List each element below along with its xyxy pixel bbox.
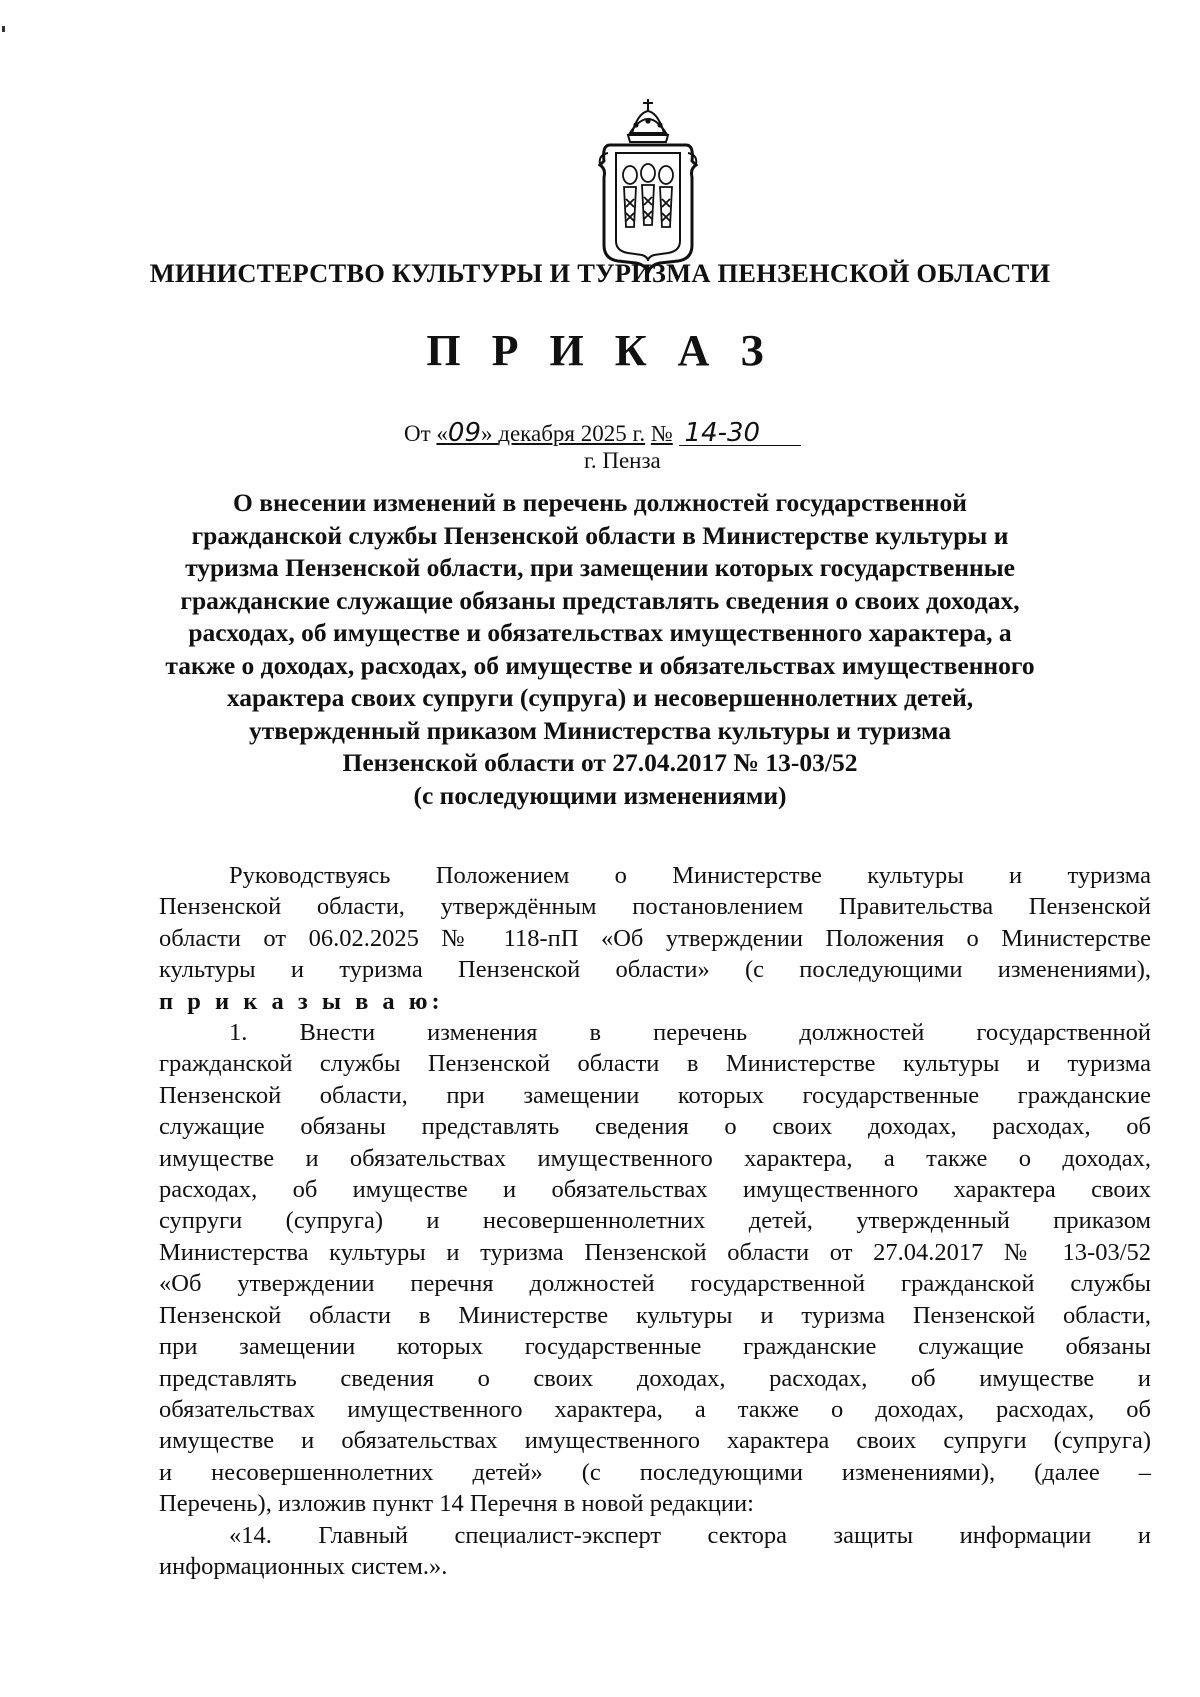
heading-line: расходах, об имуществе и обязательствах имущественного характера, а [188,618,1012,647]
date-day-field: «09» декабря 2025 г. [436,418,646,448]
document-title: П Р И К А З [426,326,774,375]
body-line: Перечень), изложив пункт 14 Перечня в новой редакции: [159,1490,754,1518]
body-line: супруги (супруга) и несовершеннолетних детей, утвержденный приказом [159,1207,1151,1235]
body-line: служащие обязаны представлять сведения о своих доходах, расходах, об [159,1113,1151,1141]
body-line: Пензенской области, утверждённым постановлением Правительства Пензенской [159,893,1151,921]
body-line: имуществе и обязательствах имущественного характера, а также о доходах, [159,1144,1151,1172]
body-line: 1. Внести изменения в перечень должностей государственной [229,1019,1151,1047]
coat-of-arms-icon [588,95,708,275]
order-number-handwritten: 14-30 [679,421,801,446]
body-line: информационных систем.». [159,1552,448,1580]
heading-line: Пензенской области от 27.04.2017 № 13-03/52 [342,748,858,777]
heading-line: туризма Пензенской области, при замещении которых государственные [185,553,1015,582]
body-line: «Об утверждении перечня должностей государственной гражданской службы [159,1270,1151,1298]
body-line: Руководствуясь Положением о Министерстве культуры и туризма [229,862,1151,889]
date-line [404,418,801,448]
ministry-name: МИНИСТЕРСТВО КУЛЬТУРЫ И ТУРИЗМА ПЕНЗЕНСКОЙ ОБЛАСТИ [149,258,1051,288]
date-prefix: От [404,421,431,446]
heading-line: О внесении изменений в перечень должностей государственной [233,488,967,517]
order-directive: п р и к а з ы в а ю: [159,987,444,1015]
body-line: «14. Главный специалист-эксперт сектора защиты информации и [229,1521,1151,1549]
body-line: имуществе и обязательствах имущественного характера своих супруги (супруга) [159,1427,1151,1455]
order-heading [150,487,1050,812]
body-line: Пензенской области, при замещении которых государственные гражданские [159,1081,1151,1109]
heading-line: гражданские служащие обязаны представлять сведения о своих доходах, [180,585,1020,615]
date-month-year: декабря 2025 г. [498,421,646,446]
number-sign: № [650,421,673,446]
body-line: при замещении которых государственные гражданские служащие обязаны [159,1333,1151,1361]
heading-line: также о доходах, расходах, об имуществе и обязательствах имущественного [165,650,1035,680]
body-line: расходах, об имуществе и обязательствах имущественного характера своих [159,1176,1151,1204]
city: г. Пенза [584,448,661,473]
body-line: гражданской службы Пензенской области в Министерстве культуры и туризма [159,1050,1151,1078]
body-line: Пензенской области в Министерстве культуры и туризма Пензенской области, [159,1301,1151,1329]
order-body [159,860,1151,1582]
body-line: и несовершеннолетних детей» (с последующими изменениями), (далее – [159,1458,1151,1486]
scan-mark [2,26,5,32]
body-line: представлять сведения о своих доходах, расходах, об имуществе и [159,1364,1151,1392]
body-line: обязательствах имущественного характера, а также о доходах, расходах, об [159,1395,1151,1423]
body-line: культуры и туризма Пензенской области» (с последующими изменениями), [159,956,1151,984]
heading-line: гражданской службы Пензенской области в Министерстве культуры и [191,520,1009,550]
heading-line: (с последующими изменениями) [413,780,787,810]
date-day-handwritten: 09 [447,418,482,448]
heading-line: характера своих супруги (супруга) и несовершеннолетних детей, [226,683,974,712]
body-line: области от 06.02.2025 № 118-пП «Об утверждении Положения о Министерстве [159,924,1151,952]
heading-line: утвержденный приказом Министерства культуры и туризма [249,715,951,745]
body-line: Министерства культуры и туризма Пензенской области от 27.04.2017 № 13-03/52 [159,1238,1151,1266]
